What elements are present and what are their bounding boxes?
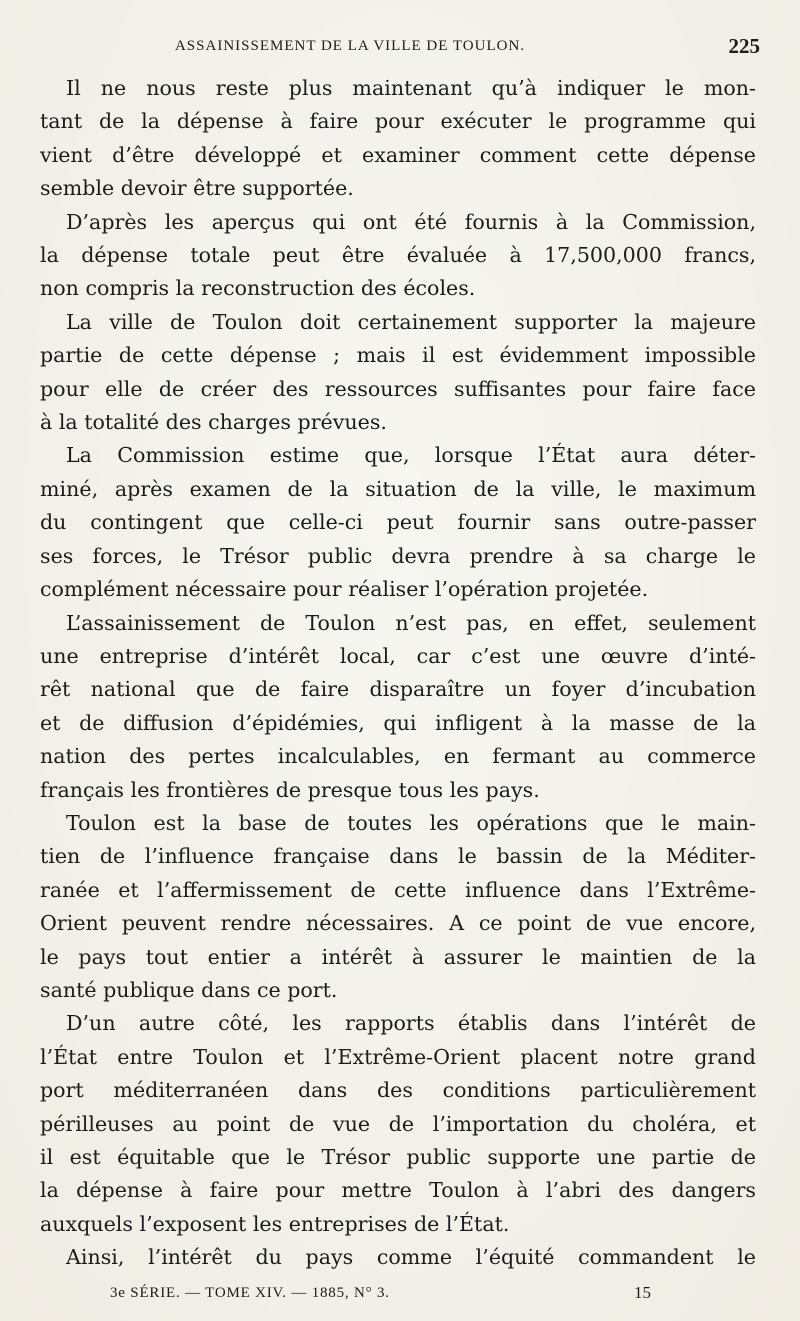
text-line: une entreprise d’intérêt local, car c’est une œuvre d’inté-	[40, 643, 756, 668]
text-line: auxquels l’exposent les entreprises de l’État.	[40, 1211, 510, 1236]
text-line: tant de la dépense à faire pour exécuter le programme qui	[40, 109, 756, 134]
paragraph	[40, 206, 756, 306]
text-line: Ainsi, l’intérêt du pays comme l’équité commandent le	[66, 1245, 756, 1270]
text-line: rêt national que de faire disparaître un foyer d’incubation	[40, 677, 756, 702]
text-line: tien de l’influence française dans le bassin de la Méditer-	[40, 844, 756, 869]
text-line: La ville de Toulon doit certainement supporter la majeure	[66, 309, 756, 334]
text-line: port méditerranéen dans des conditions particulièrement	[40, 1078, 756, 1103]
sheet-number: 15	[634, 1283, 651, 1302]
paragraph	[40, 1007, 756, 1241]
text-line: le pays tout entier a intérêt à assurer le maintien de la	[40, 944, 756, 969]
text-line: ses forces, le Trésor public devra prendre à sa charge le	[40, 543, 756, 568]
paragraph	[40, 807, 756, 1007]
text-line: D’après les aperçus qui ont été fournis à la Commission,	[66, 209, 756, 234]
text-line: pour elle de créer des ressources suffisantes pour faire face	[40, 376, 756, 401]
paragraph	[40, 1241, 756, 1274]
text-line: complément nécessaire pour réaliser l’opération projetée.	[40, 577, 649, 602]
paragraph	[40, 72, 756, 206]
text-line: La Commission estime que, lorsque l’État aura déter-	[66, 443, 756, 468]
text-line: français les frontières de presque tous les pays.	[40, 777, 540, 802]
text-line: L’assainissement de Toulon n’est pas, en effet, seulement	[66, 610, 756, 635]
text-line: non compris la reconstruction des écoles.	[40, 276, 476, 301]
body-text	[40, 72, 756, 1275]
text-line: vient d’être développé et examiner comment cette dépense	[40, 142, 756, 167]
text-line: partie de cette dépense ; mais il est évidemment impossible	[40, 343, 756, 368]
text-line: périlleuses au point de vue de l’importation du choléra, et	[40, 1111, 756, 1136]
paragraph	[40, 439, 756, 606]
text-line: nation des pertes incalculables, en fermant au commerce	[40, 744, 756, 769]
text-line: santé publique dans ce port.	[40, 977, 338, 1002]
text-line: la dépense totale peut être évaluée à 17,500,000 francs,	[40, 243, 756, 268]
text-line: il est équitable que le Trésor public supporte une partie de	[40, 1145, 756, 1169]
running-head	[40, 34, 760, 60]
running-title: ASSAINISSEMENT DE LA VILLE DE TOULON.	[174, 38, 526, 54]
text-line: D’un autre côté, les rapports établis dans l’intérêt de	[66, 1011, 756, 1036]
text-line: l’État entre Toulon et l’Extrême-Orient placent notre grand	[40, 1044, 756, 1069]
text-line: Il ne nous reste plus maintenant qu’à indiquer le mon-	[66, 76, 756, 100]
text-line: à la totalité des charges prévues.	[40, 410, 387, 435]
series-signature: 3e SÉRIE. — TOME XIV. — 1885, N° 3.	[110, 1285, 390, 1301]
page-number: 225	[728, 34, 760, 58]
text-line: ranée et l’affermissement de cette influence dans l’Extrême-	[40, 877, 756, 902]
text-line: et de diffusion d’épidémies, qui infligent à la masse de la	[40, 710, 756, 735]
paragraph	[40, 306, 756, 440]
text-line: miné, après examen de la situation de la ville, le maximum	[40, 476, 756, 501]
text-line: Orient peuvent rendre nécessaires. A ce point de vue encore,	[40, 911, 756, 936]
text-line: semble devoir être supportée.	[40, 176, 354, 201]
text-line: Toulon est la base de toutes les opérations que le main-	[66, 810, 756, 835]
page-footer	[40, 1283, 760, 1307]
paragraph	[40, 607, 756, 807]
text-line: du contingent que celle-ci peut fournir sans outre-passer	[40, 510, 756, 535]
text-line: la dépense à faire pour mettre Toulon à l’abri des dangers	[40, 1178, 756, 1203]
